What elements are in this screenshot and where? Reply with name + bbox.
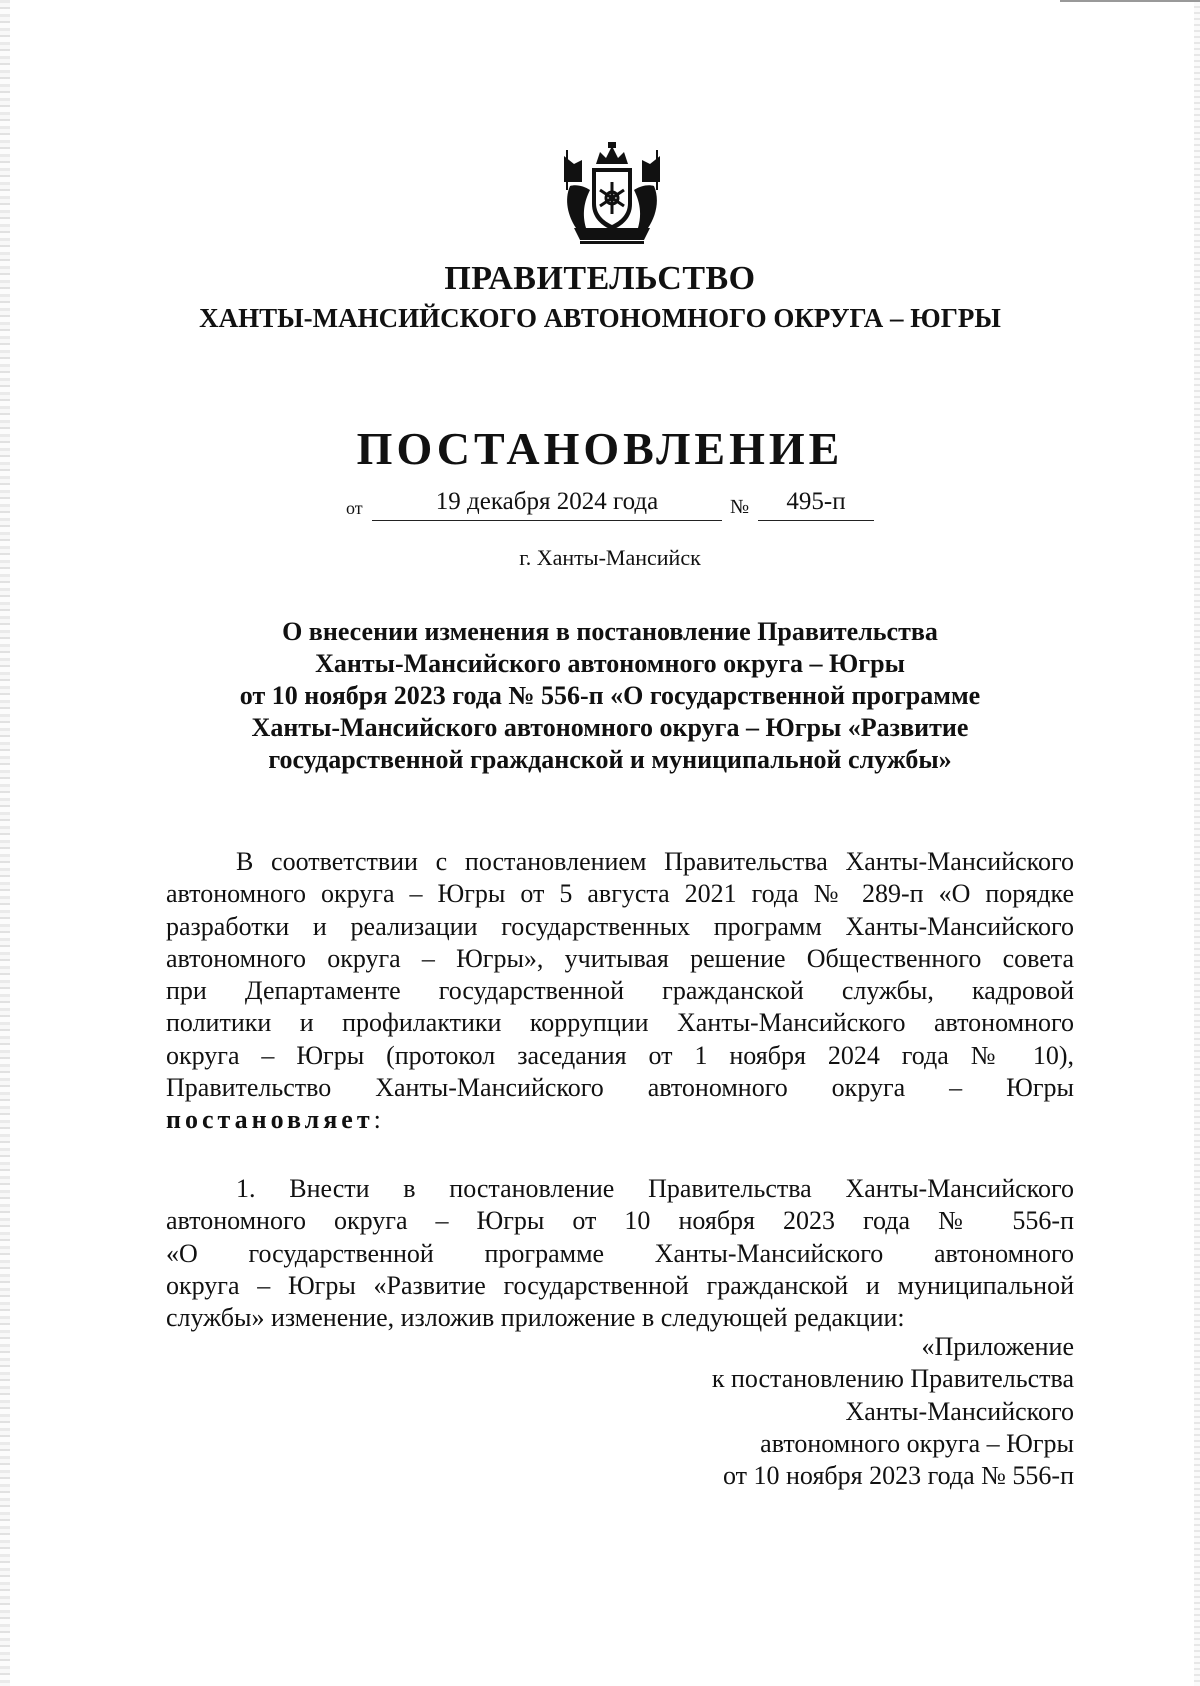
paragraph-line: при Департаменте государственной гражданской службы, кадровой (166, 976, 1074, 1006)
document-number: 495-п (758, 488, 874, 521)
decree-word: постановляет (166, 1105, 374, 1135)
title-line: Ханты-Мансийского автономного округа – Югры «Развитие (251, 713, 969, 742)
document-type: ПОСТАНОВЛЕНИЕ (356, 423, 844, 474)
paragraph-line: политики и профилактики коррупции Ханты-Мансийского автономного (166, 1008, 1074, 1038)
number-prefix: № (730, 496, 750, 518)
document-title (160, 616, 1060, 776)
appendix-line: от 10 ноября 2023 года № 556-п (723, 1461, 1074, 1491)
appendix-line: к постановлению Правительства (711, 1364, 1074, 1394)
date-prefix: от (346, 498, 363, 518)
paragraph-line: автономного округа – Югры», учитывая решение Общественного совета (166, 943, 1074, 973)
paragraph-line: автономного округа – Югры от 5 августа 2021 года № 289-п «О порядке (166, 879, 1074, 909)
document-date: 19 декабря 2024 года (372, 488, 722, 521)
scan-edge-right (1194, 0, 1200, 1686)
clause-1-paragraph (166, 1173, 1074, 1334)
appendix-line: автономного округа – Югры (760, 1428, 1074, 1458)
appendix-header (712, 1331, 1074, 1492)
title-line: Ханты-Мансийского автономного округа – Югры (315, 649, 905, 678)
region-heading: ХАНТЫ-МАНСИЙСКОГО АВТОНОМНОГО ОКРУГА – ЮГРЫ (199, 303, 1001, 333)
paragraph-line: службы» изменение, изложив приложение в следующей редакции: (166, 1303, 905, 1333)
paragraph-line: 1. Внести в постановление Правительства Ханты-Мансийского (236, 1174, 1074, 1203)
appendix-line: Ханты-Мансийского (845, 1396, 1074, 1426)
paragraph-line: округа – Югры (протокол заседания от 1 ноября 2024 года № 10), (166, 1040, 1074, 1070)
decree-colon: : (373, 1105, 381, 1135)
date-number-line (0, 488, 1200, 528)
paragraph-line: разработки и реализации государственных программ Ханты-Мансийского (166, 911, 1074, 941)
decree-line (166, 1104, 1074, 1136)
appendix-line: «Приложение (921, 1332, 1074, 1361)
paragraph-line: В соответствии с постановлением Правительства Ханты-Мансийского (236, 847, 1074, 876)
paragraph-line: «О государственной программе Ханты-Мансийского автономного (166, 1238, 1074, 1268)
title-line: от 10 ноября 2023 года № 556-п «О государственной программе (239, 681, 981, 710)
preamble-paragraph (166, 846, 1074, 1137)
coat-of-arms-icon (560, 142, 664, 246)
title-line: О внесении изменения в постановление Правительства (282, 617, 938, 646)
title-line: государственной гражданской и муниципальной службы» (268, 745, 952, 774)
paragraph-line: автономного округа – Югры от 10 ноября 2023 года № 556-п (166, 1206, 1074, 1236)
scan-edge-top (1060, 0, 1200, 2)
paragraph-line: Правительство Ханты-Мансийского автономного округа – Югры (166, 1073, 1074, 1103)
paragraph-line: округа – Югры «Развитие государственной гражданской и муниципальной (166, 1270, 1074, 1300)
scan-edge-left (0, 0, 10, 1686)
government-heading: ПРАВИТЕЛЬСТВО (444, 260, 756, 297)
city-line: г. Ханты-Мансийск (519, 545, 701, 570)
